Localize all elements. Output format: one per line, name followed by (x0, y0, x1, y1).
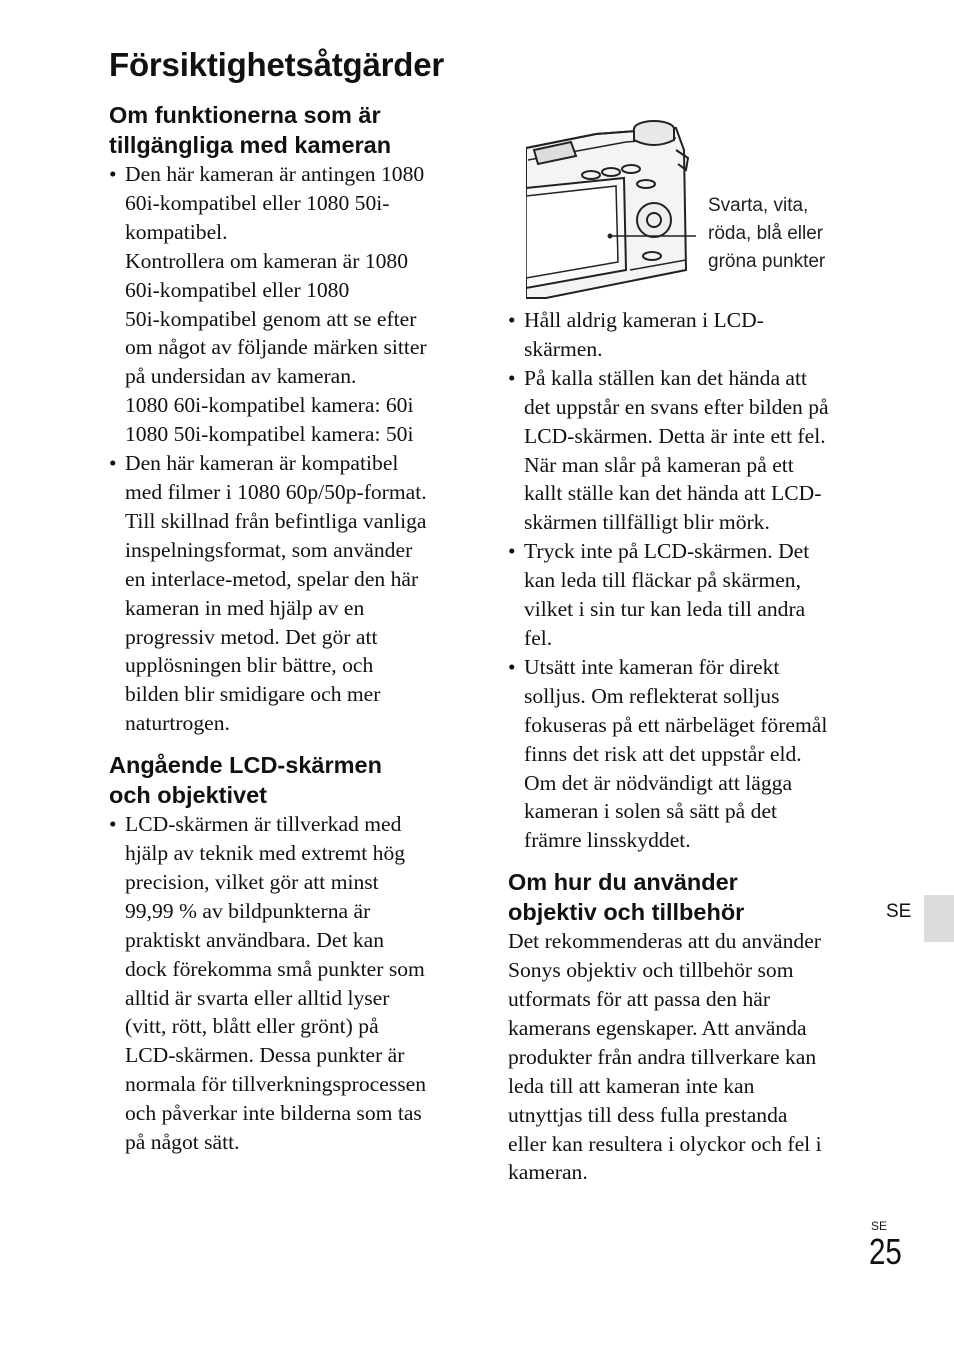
list-item: • Utsätt inte kameran för direkt solljus. Om reflekterat solljus fokuseras på ett närbeläget föremål finns det risk att det uppstår eld. Om det är nödvändigt att lägga kameran i solen så sätt på det främre linsskyddet. (508, 653, 860, 855)
section-heading-functions: Om funktionerna som är tillgängliga med kameran (109, 102, 392, 158)
camera-figure (508, 100, 860, 302)
section-heading-lenses: Om hur du använder objektiv och tillbehör (508, 869, 745, 925)
footer-language: SE (871, 1219, 888, 1233)
list-item: • LCD-skärmen är tillverkad med hjälp av teknik med extremt hög precision, vilket gör att minst 99,99 % av bildpunkterna är praktiskt användbara. Det kan dock förekomma små punkter som alltid är svarta eller alltid lyser (vitt, rött, blått eller grönt) på LCD-skärmen. Dessa punkter är normala för tillverkningsprocessen och påverkar inte bilderna som tas på något sätt. (109, 810, 461, 1157)
lcd-care-list (508, 306, 860, 855)
language-tab (924, 895, 954, 942)
camera-illustration (526, 120, 696, 300)
list-item: • Tryck inte på LCD-skärmen. Det kan leda till fläckar på skärmen, vilket i sin tur kan leda till andra fel. (508, 537, 860, 653)
page-title: Försiktighetsåtgärder (109, 46, 445, 83)
lcd-list (109, 810, 461, 1157)
figure-callout: Svarta, vita, röda, blå eller gröna punkter (708, 195, 826, 272)
right-column (508, 100, 860, 1187)
list-item: • Den här kameran är kompatibel med filmer i 1080 60p/50p-format. Till skillnad från befintliga vanliga inspelningsformat, som använder en interlace-metod, spelar den här kameran in med hjälp av en progressiv metod. Det gör att upplösningen blir bättre, och bilden blir smidigare och mer naturtrogen. (109, 449, 461, 738)
functions-list (109, 160, 461, 738)
page-number: 25 (869, 1231, 902, 1272)
list-item: • Håll aldrig kameran i LCD- skärmen. (508, 306, 860, 364)
section-heading-lcd: Angående LCD-skärmen och objektivet (109, 752, 382, 808)
left-column (109, 100, 461, 1157)
list-item: • Den här kameran är antingen 1080 60i-kompatibel eller 1080 50i- kompatibel. Kontrollera om kameran är 1080 60i-kompatibel eller 1080 50i-kompatibel genom att se efter om något av följande märken sitter på undersidan av kameran. 1080 60i-kompatibel kamera: 60i 1080 50i-kompatibel kamera: 50i (109, 160, 461, 449)
language-label: SE (886, 901, 912, 922)
lenses-paragraph: Det rekommenderas att du använder Sonys objektiv och tillbehör som utformats för att passa den här kamerans egenskaper. Att använda produkter från andra tillverkare kan leda till att kameran inte kan utnyttjas till dess fulla prestanda eller kan resultera i olyckor och fel i kameran. (508, 929, 822, 1185)
list-item: • På kalla ställen kan det hända att det uppstår en svans efter bilden på LCD-skärmen. Detta är inte ett fel. När man slår på kameran på ett kallt ställe kan det hända att LCD- skärmen tillfälligt blir mörk. (508, 364, 860, 537)
